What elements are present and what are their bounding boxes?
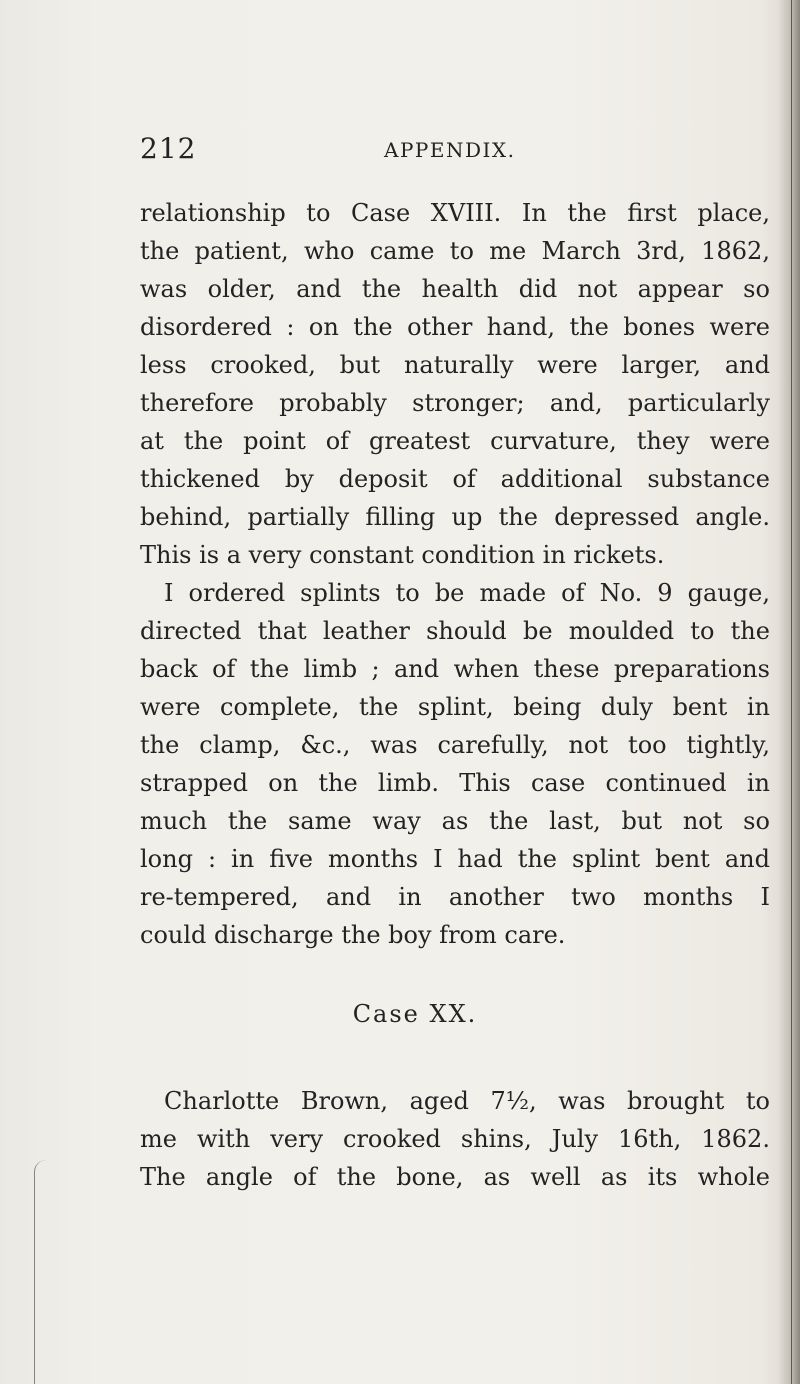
word: was xyxy=(140,275,188,303)
word: Brown, xyxy=(300,1087,389,1115)
word: and xyxy=(394,655,440,683)
word: the xyxy=(249,655,290,683)
text-line xyxy=(140,882,770,912)
word: in xyxy=(746,769,770,797)
word: additional xyxy=(500,465,623,493)
word: were xyxy=(537,351,598,379)
word: when xyxy=(453,655,520,683)
word: hand, xyxy=(486,313,555,341)
word: these xyxy=(533,655,600,683)
text-line: could discharge the boy from care. xyxy=(140,921,566,949)
text-line xyxy=(140,464,770,494)
word: the xyxy=(140,237,180,265)
word: limb xyxy=(303,655,358,683)
word: and, xyxy=(549,389,603,417)
case-heading xyxy=(0,1000,800,1028)
word: gauge, xyxy=(687,579,770,607)
word: probably xyxy=(279,389,387,417)
word: by xyxy=(284,465,314,493)
word: I xyxy=(760,883,770,911)
word: larger, xyxy=(621,351,702,379)
word: filling xyxy=(365,503,436,531)
word: at xyxy=(140,427,164,455)
word: therefore xyxy=(140,389,254,417)
word: of xyxy=(452,465,476,493)
word: Case xyxy=(350,199,411,227)
text-line xyxy=(140,502,770,532)
word: the xyxy=(517,845,557,873)
word: aged xyxy=(409,1087,469,1115)
word: Charlotte xyxy=(164,1087,280,1115)
word: with xyxy=(196,1125,251,1153)
word: were xyxy=(709,427,770,455)
word: in xyxy=(398,883,422,911)
word: angle. xyxy=(695,503,770,531)
word: not xyxy=(568,731,609,759)
word: limb. xyxy=(377,769,440,797)
word: to xyxy=(449,237,474,265)
word: the xyxy=(353,313,393,341)
word: well xyxy=(530,1163,581,1191)
word: be xyxy=(523,617,553,645)
word: splint xyxy=(572,845,641,873)
word: clamp, xyxy=(199,731,281,759)
page-edge-line xyxy=(791,0,792,1384)
word: crooked xyxy=(343,1125,441,1153)
text-line xyxy=(140,350,770,380)
word: leather xyxy=(322,617,410,645)
word: and xyxy=(296,275,342,303)
word: on xyxy=(268,769,299,797)
word: bent xyxy=(672,693,728,721)
text-line xyxy=(140,198,770,228)
text-line xyxy=(140,1162,770,1192)
word: bent xyxy=(655,845,710,873)
word: of xyxy=(325,427,350,455)
word: bones xyxy=(623,313,696,341)
word: to xyxy=(690,617,715,645)
word: directed xyxy=(140,617,242,645)
word: March xyxy=(541,237,621,265)
text-line xyxy=(140,426,770,456)
word: 16th, xyxy=(618,1125,682,1153)
word: up xyxy=(451,503,483,531)
word: appear xyxy=(637,275,723,303)
word: of xyxy=(212,655,236,683)
word: shins, xyxy=(460,1125,532,1153)
word: strapped xyxy=(140,769,249,797)
word: In xyxy=(521,199,547,227)
word: complete, xyxy=(220,693,340,721)
word: brought xyxy=(627,1087,725,1115)
word: were xyxy=(709,313,770,341)
word: months xyxy=(643,883,734,911)
word: place, xyxy=(697,199,770,227)
word: case xyxy=(530,769,586,797)
word: back xyxy=(140,655,198,683)
word: of xyxy=(561,579,585,607)
word: &c., xyxy=(300,731,351,759)
word: as xyxy=(441,807,469,835)
word: way xyxy=(372,807,421,835)
text-line xyxy=(140,388,770,418)
word: the xyxy=(140,731,180,759)
word: duly xyxy=(600,693,653,721)
word: but xyxy=(621,807,663,835)
word: moulded xyxy=(568,617,675,645)
word: me xyxy=(140,1125,177,1153)
word: substance xyxy=(647,465,770,493)
word: thickened xyxy=(140,465,260,493)
word: to xyxy=(745,1087,770,1115)
word: the xyxy=(318,769,358,797)
word: the xyxy=(358,693,399,721)
word: : xyxy=(207,845,217,873)
word: No. xyxy=(599,579,643,607)
word: another xyxy=(448,883,544,911)
word: The xyxy=(140,1163,186,1191)
word: 7½, xyxy=(490,1087,537,1115)
word: and xyxy=(724,845,770,873)
word: its xyxy=(647,1163,678,1191)
word: continued xyxy=(605,769,727,797)
text-line xyxy=(140,312,770,342)
word: re-tempered, xyxy=(140,883,299,911)
text-line xyxy=(140,844,770,874)
word: naturally xyxy=(403,351,514,379)
text-line xyxy=(140,1124,770,1154)
text-line xyxy=(164,1086,770,1116)
word: curvature, xyxy=(490,427,617,455)
running-title: APPENDIX. xyxy=(384,138,516,162)
word: health xyxy=(421,275,499,303)
word: of xyxy=(293,1163,317,1191)
word: on xyxy=(308,313,339,341)
word: long xyxy=(140,845,193,873)
word: ; xyxy=(371,655,380,683)
word: first xyxy=(627,199,677,227)
word: less xyxy=(140,351,187,379)
word: not xyxy=(577,275,618,303)
word: the xyxy=(489,807,529,835)
word: as xyxy=(600,1163,628,1191)
word: 3rd, xyxy=(636,237,686,265)
word: July xyxy=(551,1125,599,1153)
word: the xyxy=(227,807,268,835)
word: very xyxy=(270,1125,324,1153)
word: to xyxy=(395,579,420,607)
word: same xyxy=(288,807,352,835)
page-number: 212 xyxy=(140,132,197,165)
text-line xyxy=(140,730,770,760)
page-edge-shadow xyxy=(778,0,800,1384)
text-line: This is a very constant condition in rickets. xyxy=(140,541,665,569)
word: ordered xyxy=(188,579,286,607)
word: being xyxy=(513,693,582,721)
word: older, xyxy=(207,275,276,303)
word: much xyxy=(140,807,208,835)
word: preparations xyxy=(613,655,770,683)
word: deposit xyxy=(338,465,428,493)
text-line xyxy=(140,616,770,646)
text-line xyxy=(140,806,770,836)
word: to xyxy=(306,199,331,227)
word: so xyxy=(743,807,770,835)
word: I xyxy=(433,845,443,873)
word: angle xyxy=(205,1163,273,1191)
word: behind, xyxy=(140,503,232,531)
word: months xyxy=(327,845,419,873)
word: in xyxy=(746,693,770,721)
word: had xyxy=(457,845,503,873)
word: : xyxy=(286,313,295,341)
word: carefully, xyxy=(437,731,549,759)
word: last, xyxy=(549,807,601,835)
text-line xyxy=(140,692,770,722)
word: XVIII. xyxy=(430,199,502,227)
word: particularly xyxy=(627,389,770,417)
word: was xyxy=(370,731,418,759)
word: 1862, xyxy=(701,237,770,265)
word: the xyxy=(567,199,607,227)
word: came xyxy=(369,237,435,265)
word: crooked, xyxy=(210,351,316,379)
word: This xyxy=(459,769,511,797)
word: in xyxy=(231,845,255,873)
word: point xyxy=(243,427,306,455)
word: splint, xyxy=(417,693,494,721)
word: greatest xyxy=(369,427,471,455)
word: I xyxy=(164,579,174,607)
word: the xyxy=(730,617,770,645)
word: made xyxy=(479,579,547,607)
word: relationship xyxy=(140,199,286,227)
case-heading-text: Case XX. xyxy=(352,1000,478,1028)
text-line xyxy=(140,274,770,304)
text-line xyxy=(140,236,770,266)
word: 1862. xyxy=(701,1125,770,1153)
word: tightly, xyxy=(686,731,770,759)
word: bone, xyxy=(396,1163,464,1191)
word: be xyxy=(434,579,465,607)
word: depressed xyxy=(554,503,680,531)
word: 9 xyxy=(657,579,673,607)
word: two xyxy=(571,883,616,911)
word: but xyxy=(339,351,381,379)
word: the xyxy=(361,275,402,303)
word: the xyxy=(569,313,609,341)
word: should xyxy=(426,617,507,645)
word: splints xyxy=(300,579,381,607)
word: and xyxy=(325,883,372,911)
word: the xyxy=(498,503,538,531)
word: disordered xyxy=(140,313,272,341)
running-head xyxy=(140,132,780,172)
word: the xyxy=(336,1163,377,1191)
word: that xyxy=(257,617,307,645)
word: and xyxy=(724,351,770,379)
word: the xyxy=(183,427,224,455)
word: as xyxy=(483,1163,511,1191)
word: so xyxy=(743,275,770,303)
word: five xyxy=(269,845,313,873)
word: whole xyxy=(697,1163,770,1191)
word: partially xyxy=(247,503,350,531)
margin-pencil-mark xyxy=(34,1160,49,1384)
word: was xyxy=(558,1087,606,1115)
word: were xyxy=(140,693,201,721)
word: too xyxy=(628,731,667,759)
word: me xyxy=(489,237,527,265)
text-line xyxy=(140,768,770,798)
word: not xyxy=(682,807,723,835)
text-line xyxy=(164,578,770,608)
word: stronger; xyxy=(412,389,525,417)
word: other xyxy=(407,313,473,341)
word: did xyxy=(518,275,558,303)
word: patient, xyxy=(194,237,289,265)
word: they xyxy=(636,427,690,455)
word: who xyxy=(303,237,355,265)
text-line xyxy=(140,654,770,684)
